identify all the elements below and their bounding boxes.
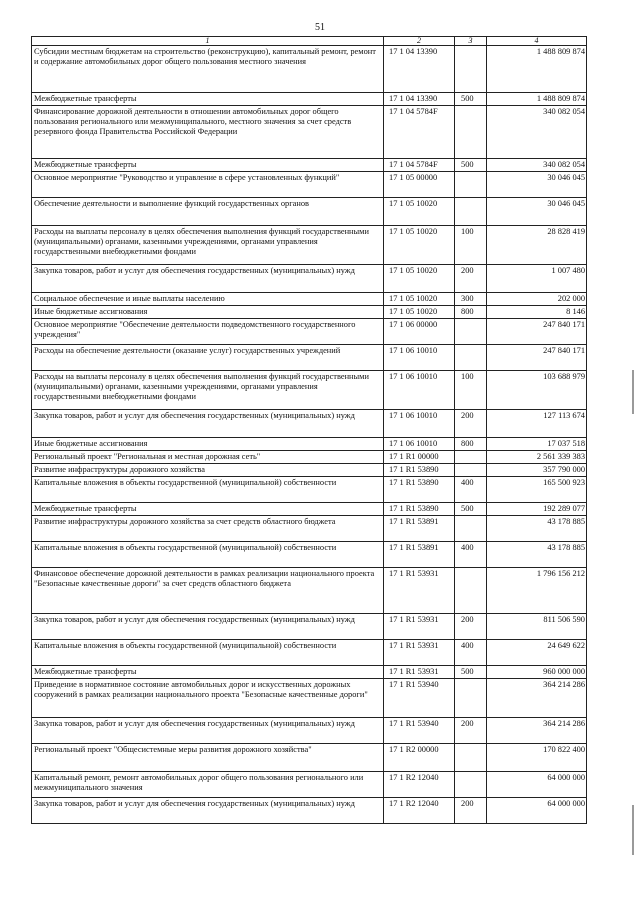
row-code-cell: 17 1 R2 12040 bbox=[384, 798, 455, 824]
row-amount-cell: 43 178 885 bbox=[487, 542, 587, 568]
row-amount-cell: 247 840 171 bbox=[487, 345, 587, 371]
row-amount-cell: 340 082 054 bbox=[487, 106, 587, 159]
table-row bbox=[32, 46, 587, 93]
row-code-cell: 17 1 R1 00000 bbox=[384, 451, 455, 464]
column-number-row bbox=[32, 37, 587, 46]
row-name-cell: Региональный проект "Региональная и местная дорожная сеть" bbox=[32, 451, 384, 464]
column-number-4: 4 bbox=[487, 37, 587, 46]
row-expense-type-cell: 400 bbox=[455, 477, 487, 503]
table-row bbox=[32, 410, 587, 438]
row-code-cell: 17 1 R1 53931 bbox=[384, 666, 455, 679]
row-amount-cell: 17 037 518 bbox=[487, 438, 587, 451]
row-amount-cell: 1 007 480 bbox=[487, 265, 587, 293]
row-name-cell: Иные бюджетные ассигнования bbox=[32, 438, 384, 451]
table-row bbox=[32, 744, 587, 772]
row-amount-cell: 28 828 419 bbox=[487, 226, 587, 265]
row-code-cell: 17 1 06 00000 bbox=[384, 319, 455, 345]
table-row bbox=[32, 772, 587, 798]
row-expense-type-cell: 800 bbox=[455, 438, 487, 451]
row-name-cell: Межбюджетные трансферты bbox=[32, 666, 384, 679]
page-number: 51 bbox=[315, 22, 325, 33]
row-code-cell: 17 1 R2 12040 bbox=[384, 772, 455, 798]
column-number-1: 1 bbox=[32, 37, 384, 46]
row-name-cell: Расходы на обеспечение деятельности (оказание услуг) государственных учреждений bbox=[32, 345, 384, 371]
row-amount-cell: 2 561 339 383 bbox=[487, 451, 587, 464]
row-expense-type-cell bbox=[455, 319, 487, 345]
row-amount-cell: 247 840 171 bbox=[487, 319, 587, 345]
table-row bbox=[32, 464, 587, 477]
row-expense-type-cell bbox=[455, 46, 487, 93]
row-name-cell: Приведение в нормативное состояние автомобильных дорог и искусственных дорожных сооружений в рамках реализации национального проекта "Безопасные качественные дороги" bbox=[32, 679, 384, 718]
table-row bbox=[32, 226, 587, 265]
table-row bbox=[32, 159, 587, 172]
row-code-cell: 17 1 04 13390 bbox=[384, 46, 455, 93]
table-row bbox=[32, 106, 587, 159]
row-code-cell: 17 1 06 10010 bbox=[384, 438, 455, 451]
row-code-cell: 17 1 R1 53890 bbox=[384, 503, 455, 516]
row-expense-type-cell bbox=[455, 679, 487, 718]
row-code-cell: 17 1 04 13390 bbox=[384, 93, 455, 106]
row-name-cell: Межбюджетные трансферты bbox=[32, 159, 384, 172]
row-amount-cell: 1 488 809 874 bbox=[487, 93, 587, 106]
row-expense-type-cell: 400 bbox=[455, 542, 487, 568]
row-expense-type-cell: 100 bbox=[455, 226, 487, 265]
row-amount-cell: 43 178 885 bbox=[487, 516, 587, 542]
row-expense-type-cell: 400 bbox=[455, 640, 487, 666]
column-number-3: 3 bbox=[455, 37, 487, 46]
row-expense-type-cell bbox=[455, 106, 487, 159]
row-expense-type-cell bbox=[455, 772, 487, 798]
table-row bbox=[32, 614, 587, 640]
row-expense-type-cell: 200 bbox=[455, 265, 487, 293]
row-code-cell: 17 1 R1 53891 bbox=[384, 516, 455, 542]
row-code-cell: 17 1 04 5784F bbox=[384, 159, 455, 172]
row-name-cell: Расходы на выплаты персоналу в целях обеспечения выполнения функций государственными (муниципальными) органами, казенными учреждениями, органами управления государственными внебюджетными фондами bbox=[32, 371, 384, 410]
table-row bbox=[32, 542, 587, 568]
row-amount-cell: 960 000 000 bbox=[487, 666, 587, 679]
row-name-cell: Субсидии местным бюджетам на строительство (реконструкцию), капитальный ремонт, ремонт и содержание автомобильных дорог общего пользования местного значения bbox=[32, 46, 384, 93]
row-amount-cell: 30 046 045 bbox=[487, 172, 587, 198]
row-code-cell: 17 1 05 10020 bbox=[384, 198, 455, 226]
row-expense-type-cell: 500 bbox=[455, 159, 487, 172]
row-expense-type-cell bbox=[455, 172, 487, 198]
row-code-cell: 17 1 05 10020 bbox=[384, 293, 455, 306]
row-code-cell: 17 1 R1 53890 bbox=[384, 464, 455, 477]
table-row bbox=[32, 345, 587, 371]
table-row bbox=[32, 503, 587, 516]
row-expense-type-cell bbox=[455, 516, 487, 542]
row-expense-type-cell: 200 bbox=[455, 718, 487, 744]
table-row bbox=[32, 718, 587, 744]
table-row bbox=[32, 293, 587, 306]
row-name-cell: Основное мероприятие "Обеспечение деятельности подведомственного государственного учреждения" bbox=[32, 319, 384, 345]
row-amount-cell: 1 796 156 212 bbox=[487, 568, 587, 614]
row-code-cell: 17 1 06 10010 bbox=[384, 345, 455, 371]
row-code-cell: 17 1 04 5784F bbox=[384, 106, 455, 159]
table-row bbox=[32, 438, 587, 451]
row-amount-cell: 64 000 000 bbox=[487, 798, 587, 824]
row-expense-type-cell: 800 bbox=[455, 306, 487, 319]
row-code-cell: 17 1 05 10020 bbox=[384, 306, 455, 319]
row-expense-type-cell: 100 bbox=[455, 371, 487, 410]
row-expense-type-cell: 200 bbox=[455, 614, 487, 640]
row-expense-type-cell bbox=[455, 464, 487, 477]
row-amount-cell: 1 488 809 874 bbox=[487, 46, 587, 93]
row-name-cell: Региональный проект "Общесистемные меры развития дорожного хозяйства" bbox=[32, 744, 384, 772]
row-name-cell: Закупка товаров, работ и услуг для обеспечения государственных (муниципальных) нужд bbox=[32, 798, 384, 824]
budget-table bbox=[31, 36, 587, 824]
row-amount-cell: 170 822 400 bbox=[487, 744, 587, 772]
row-amount-cell: 811 506 590 bbox=[487, 614, 587, 640]
row-amount-cell: 165 500 923 bbox=[487, 477, 587, 503]
row-amount-cell: 364 214 286 bbox=[487, 679, 587, 718]
row-expense-type-cell: 300 bbox=[455, 293, 487, 306]
table-row bbox=[32, 666, 587, 679]
row-name-cell: Закупка товаров, работ и услуг для обеспечения государственных (муниципальных) нужд bbox=[32, 718, 384, 744]
row-amount-cell: 64 000 000 bbox=[487, 772, 587, 798]
table-row bbox=[32, 319, 587, 345]
row-code-cell: 17 1 R1 53931 bbox=[384, 568, 455, 614]
row-code-cell: 17 1 R1 53940 bbox=[384, 679, 455, 718]
row-expense-type-cell: 200 bbox=[455, 798, 487, 824]
row-name-cell: Капитальные вложения в объекты государственной (муниципальной) собственности bbox=[32, 477, 384, 503]
table-row bbox=[32, 265, 587, 293]
row-code-cell: 17 1 05 00000 bbox=[384, 172, 455, 198]
table-row bbox=[32, 568, 587, 614]
row-code-cell: 17 1 06 10010 bbox=[384, 410, 455, 438]
table-row bbox=[32, 451, 587, 464]
row-code-cell: 17 1 05 10020 bbox=[384, 265, 455, 293]
table-row bbox=[32, 371, 587, 410]
row-name-cell: Закупка товаров, работ и услуг для обеспечения государственных (муниципальных) нужд bbox=[32, 265, 384, 293]
row-amount-cell: 30 046 045 bbox=[487, 198, 587, 226]
row-code-cell: 17 1 05 10020 bbox=[384, 226, 455, 265]
margin-scan-mark bbox=[632, 370, 634, 414]
margin-scan-mark bbox=[632, 805, 634, 855]
budget-table-body bbox=[32, 37, 587, 824]
row-code-cell: 17 1 R1 53891 bbox=[384, 542, 455, 568]
row-expense-type-cell: 200 bbox=[455, 410, 487, 438]
table-row bbox=[32, 306, 587, 319]
row-amount-cell: 8 146 bbox=[487, 306, 587, 319]
row-name-cell: Расходы на выплаты персоналу в целях обеспечения выполнения функций государственными (муниципальными) органами, казенными учреждениями, органами управления государственными внебюджетными фондами bbox=[32, 226, 384, 265]
row-code-cell: 17 1 R1 53931 bbox=[384, 640, 455, 666]
row-name-cell: Развитие инфраструктуры дорожного хозяйства за счет средств областного бюджета bbox=[32, 516, 384, 542]
row-name-cell: Капитальные вложения в объекты государственной (муниципальной) собственности bbox=[32, 640, 384, 666]
row-amount-cell: 192 289 077 bbox=[487, 503, 587, 516]
table-row bbox=[32, 477, 587, 503]
row-code-cell: 17 1 06 10010 bbox=[384, 371, 455, 410]
row-code-cell: 17 1 R1 53940 bbox=[384, 718, 455, 744]
row-amount-cell: 202 000 bbox=[487, 293, 587, 306]
row-name-cell: Социальное обеспечение и иные выплаты населению bbox=[32, 293, 384, 306]
table-row bbox=[32, 640, 587, 666]
table-row bbox=[32, 679, 587, 718]
row-name-cell: Капитальный ремонт, ремонт автомобильных дорог общего пользования регионального или межмуниципального значения bbox=[32, 772, 384, 798]
row-amount-cell: 127 113 674 bbox=[487, 410, 587, 438]
row-expense-type-cell bbox=[455, 345, 487, 371]
row-expense-type-cell bbox=[455, 451, 487, 464]
row-name-cell: Развитие инфраструктуры дорожного хозяйства bbox=[32, 464, 384, 477]
row-name-cell: Капитальные вложения в объекты государственной (муниципальной) собственности bbox=[32, 542, 384, 568]
row-name-cell: Финансирование дорожной деятельности в отношении автомобильных дорог общего пользования регионального или межмуниципального, местного значения за счет средств резервного фонда Правительства Российской Федерации bbox=[32, 106, 384, 159]
row-name-cell: Основное мероприятие "Руководство и управление в сфере установленных функций" bbox=[32, 172, 384, 198]
row-amount-cell: 340 082 054 bbox=[487, 159, 587, 172]
row-expense-type-cell bbox=[455, 198, 487, 226]
row-expense-type-cell bbox=[455, 568, 487, 614]
row-name-cell: Межбюджетные трансферты bbox=[32, 93, 384, 106]
table-row bbox=[32, 798, 587, 824]
row-amount-cell: 103 688 979 bbox=[487, 371, 587, 410]
table-row bbox=[32, 516, 587, 542]
row-code-cell: 17 1 R1 53890 bbox=[384, 477, 455, 503]
row-amount-cell: 24 649 622 bbox=[487, 640, 587, 666]
row-expense-type-cell bbox=[455, 744, 487, 772]
table-row bbox=[32, 93, 587, 106]
row-name-cell: Закупка товаров, работ и услуг для обеспечения государственных (муниципальных) нужд bbox=[32, 614, 384, 640]
row-name-cell: Закупка товаров, работ и услуг для обеспечения государственных (муниципальных) нужд bbox=[32, 410, 384, 438]
row-amount-cell: 364 214 286 bbox=[487, 718, 587, 744]
table-row bbox=[32, 172, 587, 198]
row-expense-type-cell: 500 bbox=[455, 503, 487, 516]
row-expense-type-cell: 500 bbox=[455, 93, 487, 106]
row-name-cell: Иные бюджетные ассигнования bbox=[32, 306, 384, 319]
column-number-2: 2 bbox=[384, 37, 455, 46]
row-name-cell: Финансовое обеспечение дорожной деятельности в рамках реализации национального проекта "Безопасные качественные дороги" за счет средств областного бюджета bbox=[32, 568, 384, 614]
row-code-cell: 17 1 R1 53931 bbox=[384, 614, 455, 640]
row-expense-type-cell: 500 bbox=[455, 666, 487, 679]
row-amount-cell: 357 790 000 bbox=[487, 464, 587, 477]
row-name-cell: Обеспечение деятельности и выполнение функций государственных органов bbox=[32, 198, 384, 226]
row-code-cell: 17 1 R2 00000 bbox=[384, 744, 455, 772]
table-row bbox=[32, 198, 587, 226]
row-name-cell: Межбюджетные трансферты bbox=[32, 503, 384, 516]
